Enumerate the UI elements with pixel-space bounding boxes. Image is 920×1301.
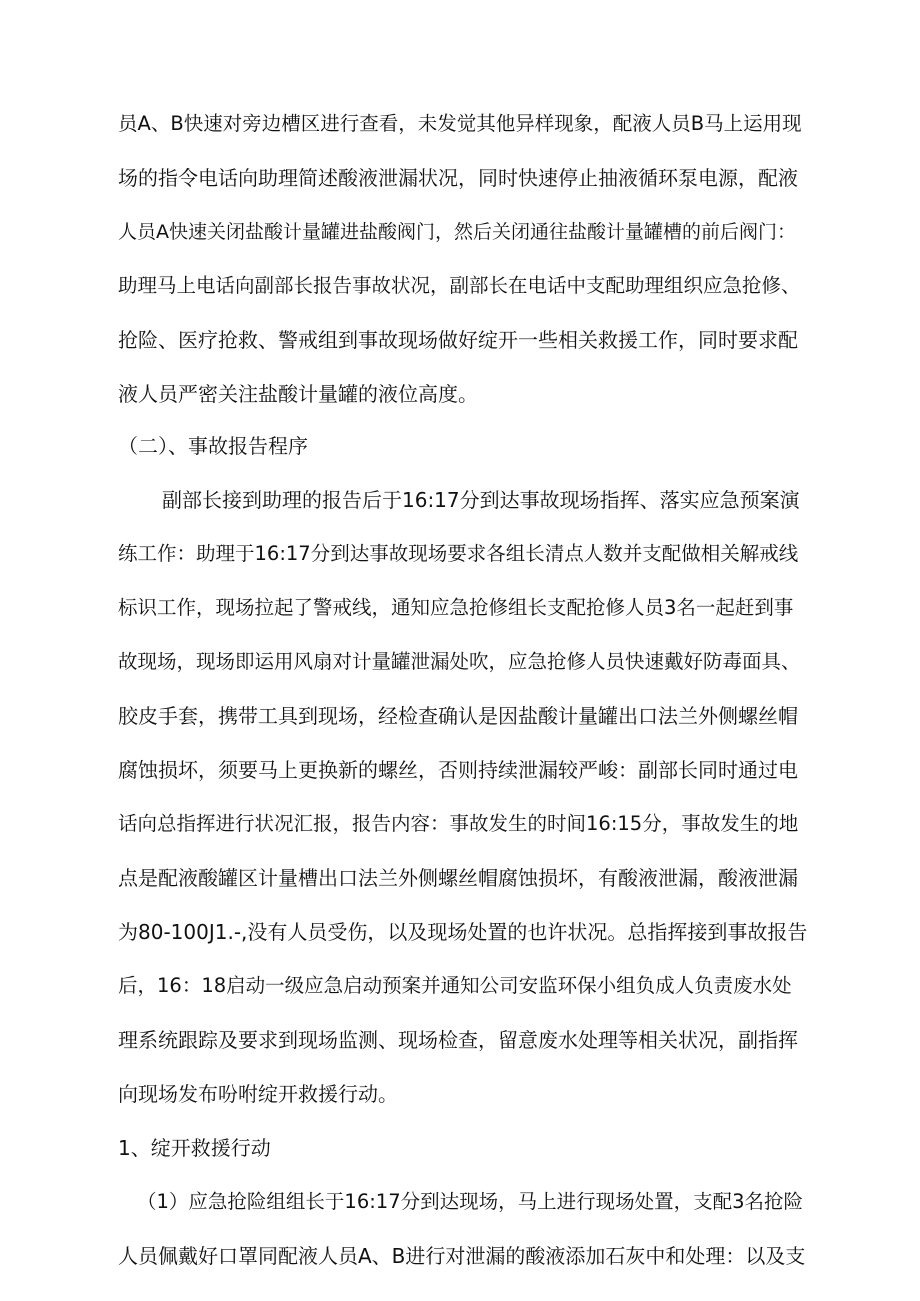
text-line: 故现场，现场即运用风扇对计量罐泄漏处吹，应急抢修人员快速戴好防毒面具、 bbox=[118, 650, 801, 673]
text-line: 人员佩戴好口罩同配液人员A、B进行对泄漏的酸液添加石灰中和处理：以及支 bbox=[118, 1244, 806, 1268]
text-line: 后，16：18启动一级应急启动预案并通知公司安监环保小组负成人负责废水处 bbox=[118, 974, 792, 997]
text-line: 人员A快速关闭盐酸计量罐进盐酸阀门，然后关闭通往盐酸计量罐槽的前后阀门： bbox=[118, 221, 796, 243]
text-line: 话向总指挥进行状况汇报，报告内容：事故发生的时间16:15分，事故发生的地 bbox=[118, 812, 799, 835]
text-line: 胶皮手套，携带工具到现场，经检查确认是因盐酸计量罐出口法兰外侧螺丝帽 bbox=[118, 704, 798, 728]
section-heading: 1、绽开救援行动 bbox=[118, 1136, 271, 1160]
text-line: 抢险、医疗抢救、警戒组到事故现场做好绽开一些相关救援工作，同时要求配 bbox=[118, 328, 798, 352]
text-line: 标识工作，现场拉起了警戒线，通知应急抢修组长支配抢修人员3名一起赶到事 bbox=[118, 596, 794, 619]
text-line: 向现场发布吩咐绽开救援行动。 bbox=[118, 1082, 398, 1106]
text-line: 液人员严密关注盐酸计量罐的液位高度。 bbox=[118, 382, 478, 406]
section-heading: （二）、事故报告程序 bbox=[118, 434, 308, 458]
text-line: 理系统跟踪及要求到现场监测、现场检查，留意废水处理等相关状况，副指挥 bbox=[118, 1028, 798, 1052]
text-line: 腐蚀损坏，须要马上更换新的螺丝，否则持续泄漏较严峻：副部长同时通过电 bbox=[118, 758, 798, 782]
text-line: 场的指令电话向助理简述酸液泄漏状况，同时快速停止抽液循环泵电源，配液 bbox=[118, 166, 798, 190]
text-line: 练工作：助理于16:17分到达事故现场要求各组长清点人数并支配做相关解戒线 bbox=[118, 542, 799, 565]
text-line: 副部长接到助理的报告后于16:17分到达事故现场指挥、落实应急预案演 bbox=[162, 488, 800, 512]
text-line: 助理马上电话向副部长报告事故状况，副部长在电话中支配助理组织应急抢修、 bbox=[118, 274, 801, 297]
text-line: 点是配液酸罐区计量槽出口法兰外侧螺丝帽腐蚀损坏，有酸液泄漏，酸液泄漏 bbox=[118, 866, 798, 890]
text-line: 员A、B快速对旁边槽区进行查看，未发觉其他异样现象，配液人员B马上运用现 bbox=[118, 112, 802, 135]
text-line: 为80-100J1.-,没有人员受伤，以及现场处置的也许状况。总指挥接到事故报告 bbox=[118, 920, 808, 944]
text-line: （1）应急抢险组组长于16:17分到达现场，马上进行现场处置，支配3名抢险 bbox=[137, 1190, 804, 1213]
